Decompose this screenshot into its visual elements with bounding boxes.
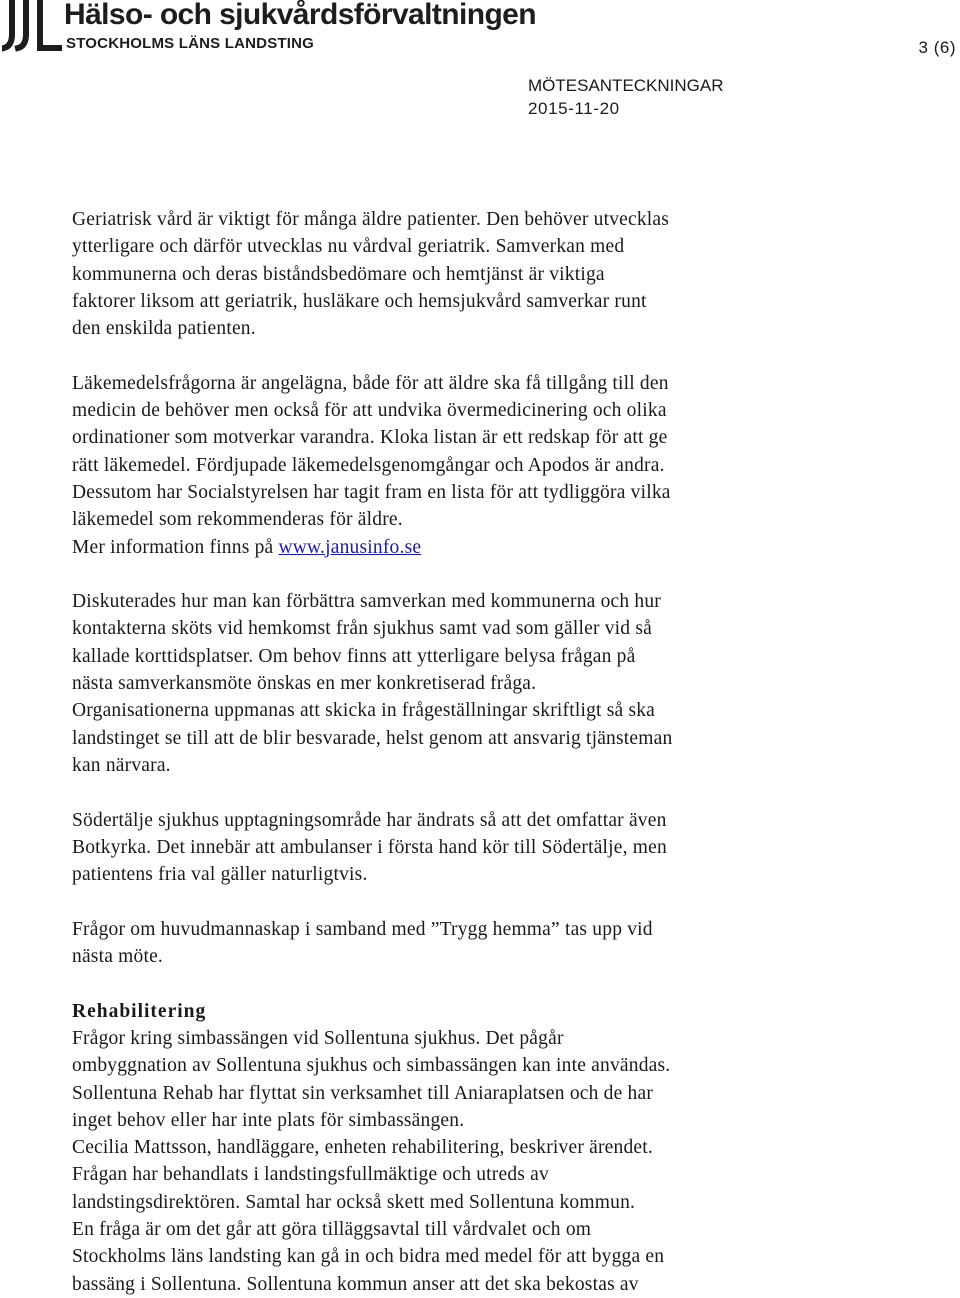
document-type: MÖTESANTECKNINGAR	[528, 76, 724, 95]
org-logo	[0, 0, 560, 60]
text-line: Stockholms läns landsting kan gå in och bidra med medel för att bygga en	[72, 1246, 665, 1268]
text-line: kontakterna sköts vid hemkomst från sjukhus samt vad som gäller vid så	[72, 618, 652, 640]
text-line: medicin de behöver men också för att undvika övermedicinering och olika	[72, 400, 667, 422]
text-line: faktorer liksom att geriatrik, husläkare och hemsjukvård samverkar runt	[72, 290, 647, 312]
text-line: läkemedel som rekommenderas för äldre.	[72, 509, 403, 531]
text-line: Dessutom har Socialstyrelsen har tagit fram en lista för att tydliggöra vilka	[72, 481, 671, 503]
text-line: ordinationer som motverkar varandra. Kloka listan är ett redskap för att ge	[72, 427, 668, 449]
paragraph-cooperation	[72, 588, 952, 779]
text-line: Botkyrka. Det innebär att ambulanser i första hand kör till Södertälje, men	[72, 836, 667, 858]
text-line: Organisationerna uppmanas att skicka in frågeställningar skriftligt så ska	[72, 700, 656, 722]
text-line: inget behov eller har inte plats för simbassängen.	[72, 1109, 465, 1131]
text-line: Södertälje sjukhus upptagningsområde har ändrats så att det omfattar även	[72, 809, 667, 831]
document-date: 2015-11-20	[528, 99, 620, 118]
text-line: Frågan har behandlats i landstingsfullmäktige och utreds av	[72, 1164, 549, 1186]
text-line: patientens fria val gäller naturligtvis.	[72, 864, 368, 886]
paragraph-medication	[72, 370, 952, 561]
text-line: kan närvara.	[72, 754, 171, 776]
text-line: ytterligare och därför utvecklas nu vårdval geriatrik. Samverkan med	[72, 236, 625, 258]
org-name: Hälso- och sjukvårdsförvaltningen	[64, 0, 536, 31]
sll-logo-icon	[2, 0, 62, 52]
section-heading: Rehabilitering	[72, 1000, 207, 1022]
text-line: Geriatrisk vård är viktigt för många äldre patienter. Den behöver utvecklas	[72, 209, 670, 230]
more-info-text: Mer information finns på	[72, 536, 279, 558]
section-rehabilitering	[72, 998, 952, 1298]
text-line: bassäng i Sollentuna. Sollentuna kommun anser att det ska bekostas av	[72, 1273, 639, 1295]
text-line: Sollentuna Rehab har flyttat sin verksamhet till Aniaraplatsen och de har	[72, 1082, 654, 1104]
text-line: Cecilia Mattsson, handläggare, enheten rehabilitering, beskriver ärendet.	[72, 1137, 653, 1159]
text-line: nästa möte.	[72, 946, 164, 968]
text-line: kommunerna och deras biståndsbedömare och hemtjänst är viktiga	[72, 263, 605, 285]
org-subtitle: STOCKHOLMS LÄNS LANDSTING	[66, 35, 315, 52]
text-line: nästa samverkansmöte önskas en mer konkretiserad fråga.	[72, 673, 537, 695]
text-line: En fråga är om det går att göra tilläggsavtal till vårdvalet och om	[72, 1218, 592, 1240]
paragraph-trygg-hemma	[72, 916, 952, 971]
text-line: ombyggnation av Sollentuna sjukhus och simbassängen kan inte användas.	[72, 1055, 671, 1077]
document-body	[72, 206, 952, 1298]
paragraph-geriatric-care	[72, 206, 952, 342]
text-line: Frågor om huvudmannaskap i samband med ”Trygg hemma” tas upp vid	[72, 918, 653, 940]
text-line: Läkemedelsfrågorna är angelägna, både för att äldre ska få tillgång till den	[72, 372, 669, 394]
text-line: Diskuterades hur man kan förbättra samverkan med kommunerna och hur	[72, 591, 662, 613]
text-line: den enskilda patienten.	[72, 318, 256, 340]
page-number: 3 (6)	[918, 38, 956, 57]
text-line: Frågor kring simbassängen vid Sollentuna sjukhus. Det pågår	[72, 1027, 564, 1049]
text-line: landstingsdirektören. Samtal har också skett med Sollentuna kommun.	[72, 1191, 636, 1213]
text-line: landstinget se till att de blir besvarade, helst genom att ansvarig tjänsteman	[72, 727, 673, 749]
text-line: rätt läkemedel. Fördjupade läkemedelsgenomgångar och Apodos är andra.	[72, 454, 665, 476]
text-line: kallade korttidsplatser. Om behov finns att ytterligare belysa frågan på	[72, 645, 636, 667]
text-line	[72, 534, 952, 561]
janusinfo-link[interactable]: www.janusinfo.se	[278, 536, 422, 558]
paragraph-sodertalje	[72, 807, 952, 889]
